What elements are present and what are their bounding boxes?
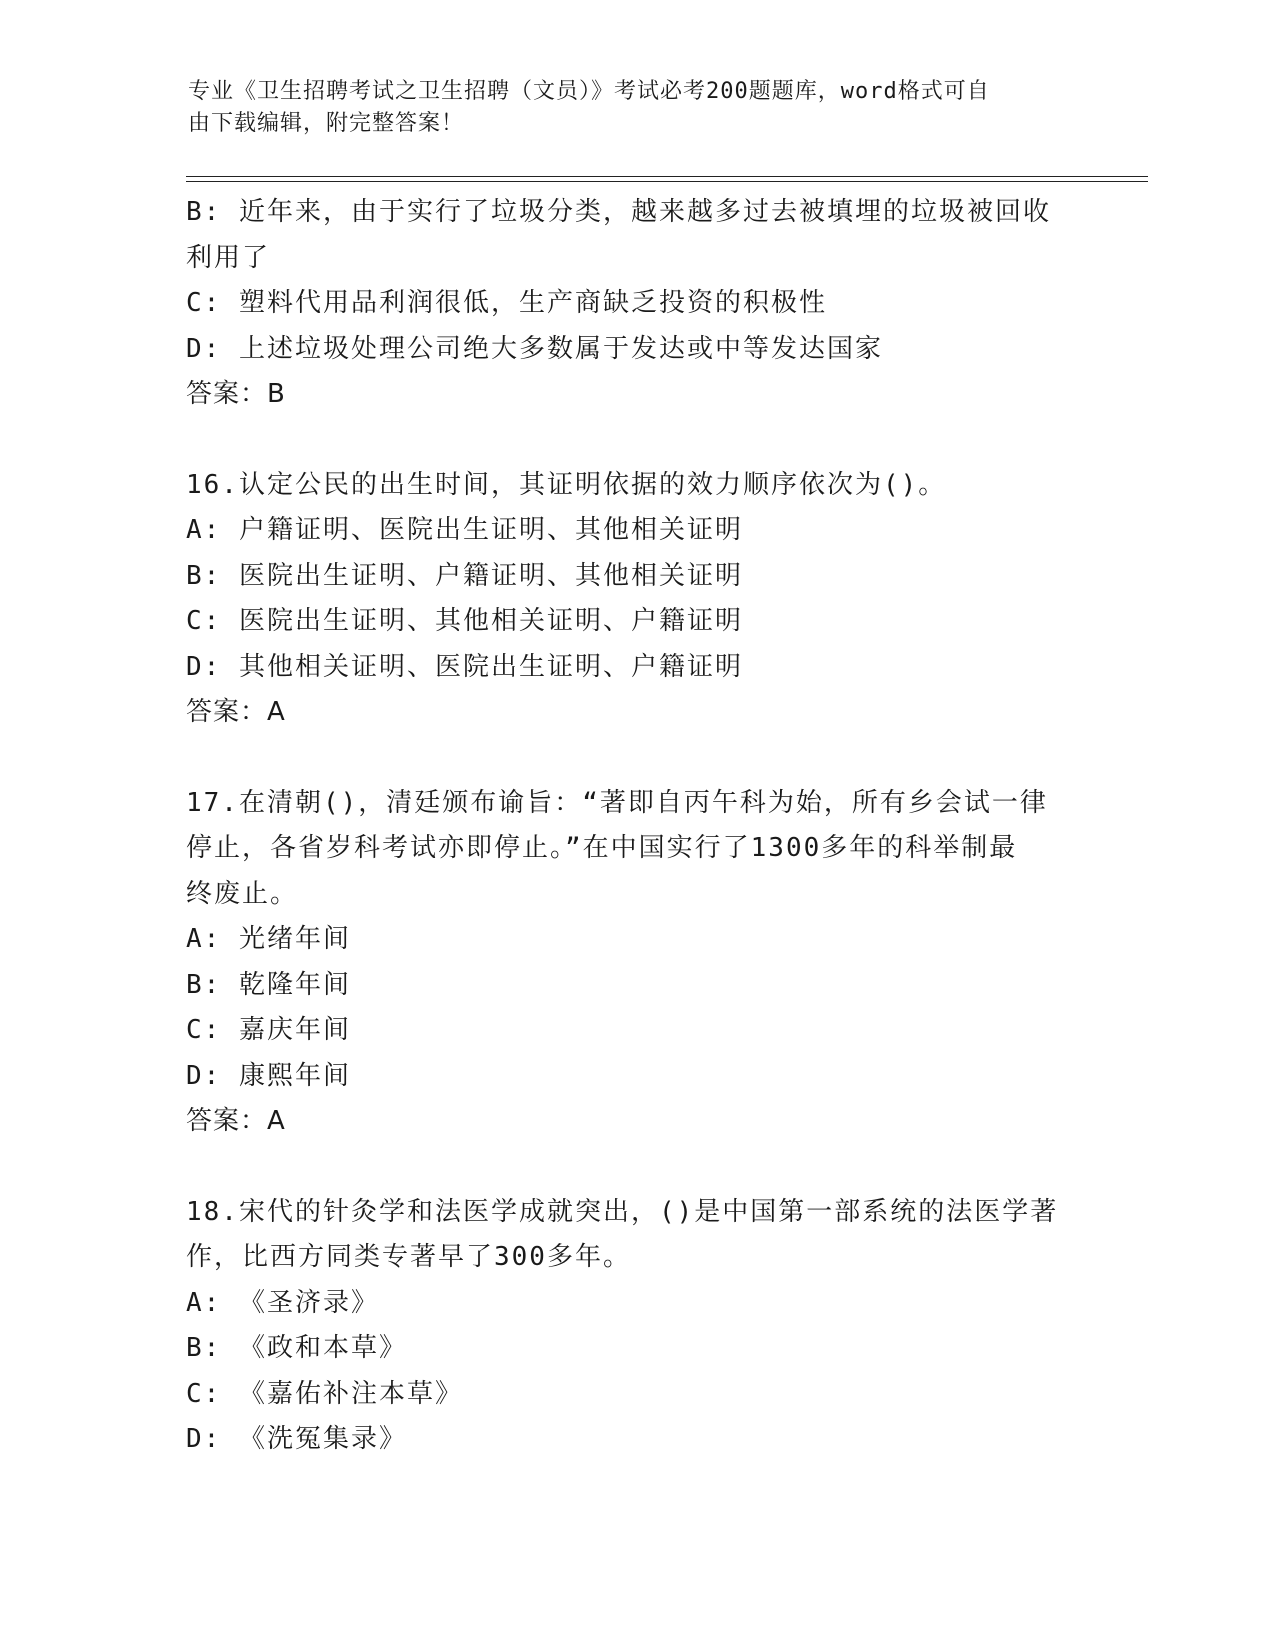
spacer [186,736,1086,781]
question-continued [186,190,1086,418]
option-a: A: 户籍证明、医院出生证明、其他相关证明 [186,515,743,545]
question-list [186,190,1086,1463]
option-a: A: 《圣济录》 [186,1287,379,1318]
question-stem: 停止，各省岁科考试亦即停止。”在中国实行了1300多年的科举制最 [186,833,1018,863]
header-line-2: 由下载编辑，附完整答案！ [188,111,465,136]
option-c: C: 塑料代用品利润很低，生产商缺乏投资的积极性 [186,288,827,318]
question-stem: 终废止。 [186,878,299,909]
option-b: B: 近年来，由于实行了垃圾分类，越来越多过去被填埋的垃圾被回收 [186,197,1051,227]
question-stem: 16.认定公民的出生时间，其证明依据的效力顺序依次为()。 [186,469,947,500]
option-a: A: 光绪年间 [186,924,351,954]
header-divider-bottom [186,181,1148,182]
question-stem: 作，比西方同类专著早了300多年。 [186,1242,631,1272]
option-b: B: 医院出生证明、户籍证明、其他相关证明 [186,560,743,591]
question-16 [186,463,1086,736]
question-18 [186,1190,1086,1463]
header-line-1: 专业《卫生招聘考试之卫生招聘（文员）》考试必考200题题库，word格式可自 [188,79,990,104]
option-b: B: 《政和本草》 [186,1333,407,1363]
document-header [188,76,1068,140]
spacer [186,418,1086,463]
option-d: D: 上述垃圾处理公司绝大多数属于发达或中等发达国家 [186,333,883,364]
answer-line: 答案：A [186,1106,286,1136]
question-17 [186,781,1086,1145]
header-divider-top [186,176,1148,177]
option-c: C: 嘉庆年间 [186,1015,351,1045]
option-d: D: 其他相关证明、医院出生证明、户籍证明 [186,651,743,682]
answer-line: 答案：B [186,379,286,409]
option-d: D: 《洗冤集录》 [186,1424,407,1454]
question-stem: 18.宋代的针灸学和法医学成就突出，()是中国第一部系统的法医学著 [186,1196,1059,1227]
spacer [186,1145,1086,1190]
option-b-continuation: 利用了 [186,242,271,273]
answer-line: 答案：A [186,697,286,727]
question-stem: 17.在清朝()，清廷颁布谕旨：“著即自丙午科为始，所有乡会试一律 [186,787,1048,818]
option-d: D: 康熙年间 [186,1060,351,1091]
option-c: C: 医院出生证明、其他相关证明、户籍证明 [186,606,743,636]
option-b: B: 乾隆年间 [186,969,351,1000]
option-c: C: 《嘉佑补注本草》 [186,1378,463,1409]
